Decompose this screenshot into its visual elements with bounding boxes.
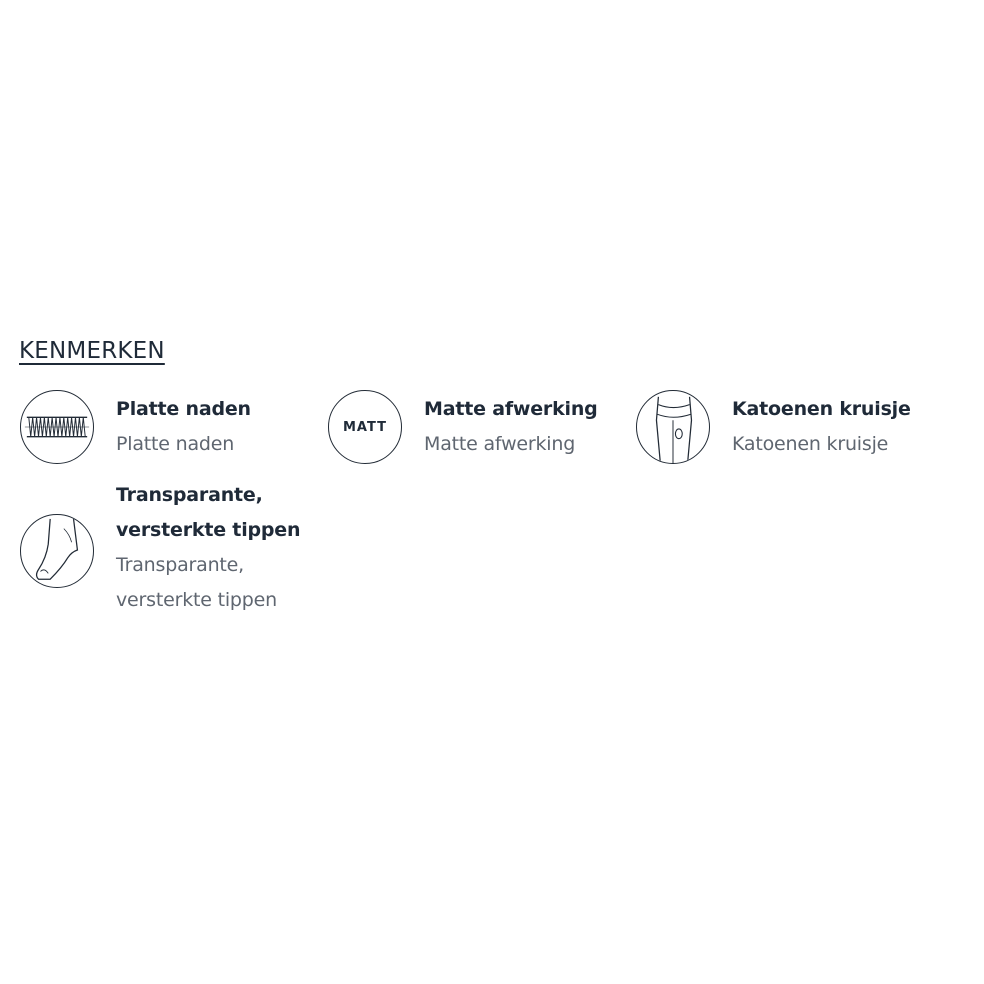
feature-cotton-gusset xyxy=(636,390,936,470)
feature-label: Platte naden xyxy=(116,398,251,420)
feature-description: Platte naden xyxy=(116,433,235,455)
feature-text xyxy=(116,392,251,462)
feature-label-line-1: Transparante, xyxy=(116,484,263,506)
feature-text xyxy=(116,478,300,618)
feature-label-line-2: versterkte tippen xyxy=(116,519,301,541)
feature-description-line-1: Transparante, xyxy=(116,554,244,576)
cotton-gusset-icon xyxy=(636,390,710,464)
section-title: KENMERKEN xyxy=(19,338,165,364)
matt-icon-text: MATT xyxy=(342,419,388,435)
feature-description-line-2: versterkte tippen xyxy=(116,589,277,611)
feature-description: Matte afwerking xyxy=(424,433,576,455)
feature-description: Katoenen kruisje xyxy=(732,433,889,455)
feature-flat-seams xyxy=(20,390,280,470)
feature-text xyxy=(424,392,598,462)
feature-label: Matte afwerking xyxy=(424,398,598,420)
feature-matte-finish xyxy=(328,390,618,470)
feature-label: Katoenen kruisje xyxy=(732,398,911,420)
reinforced-toe-icon xyxy=(20,514,94,588)
flat-seam-icon xyxy=(20,390,94,464)
matt-finish-icon xyxy=(328,390,402,464)
feature-text xyxy=(732,392,911,462)
feature-reinforced-toes xyxy=(20,478,320,628)
